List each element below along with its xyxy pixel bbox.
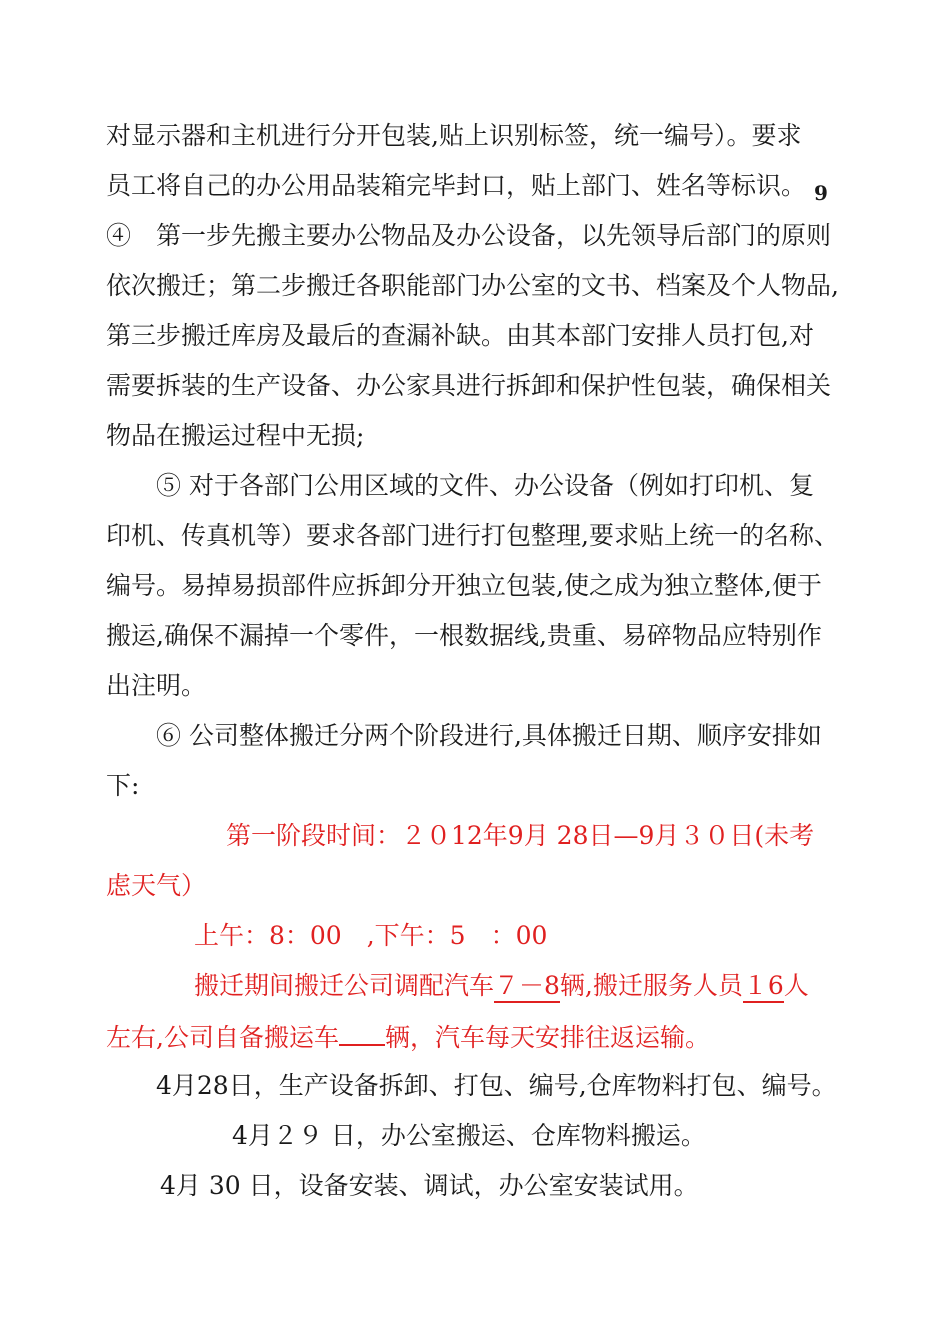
text-line-8: ⑤ 对于各部门公用区域的文件、办公设备（例如打印机、复: [156, 471, 814, 500]
text-line-2: [106, 168, 886, 208]
own-vehicle-blank: [339, 1018, 385, 1046]
own-vehicle-line: [106, 1018, 826, 1058]
vehicle-text-b: 辆,搬迁服务人员: [559, 971, 743, 1000]
vehicle-staff-line: [194, 968, 854, 1008]
text-line-6: 需要拆装的生产设备、办公家具进行拆卸和保护性包装，确保相关: [106, 371, 832, 400]
schedule-apr-30: 4月 30 日，设备安装、调试，办公室安装试用。: [160, 1171, 699, 1200]
text-line-11: 搬运,确保不漏掉一个零件，一根数据线,贵重、易碎物品应特别作: [106, 621, 822, 650]
text-line-10: 编号。易掉易损部件应拆卸分开独立包装,使之成为独立整体,便于: [106, 571, 822, 600]
working-hours: 上午：8：00 ,下午：5 ：00: [194, 921, 548, 950]
schedule-apr-29: 4月２９ 日，办公室搬运、仓库物料搬运。: [232, 1121, 706, 1150]
text-line-3: ④ 第一步先搬主要办公物品及办公设备，以先领导后部门的原则: [106, 221, 832, 250]
staff-count: １6: [743, 971, 784, 1003]
vehicle-count: ７－8: [494, 971, 560, 1003]
own-vehicle-text-b: 辆，汽车每天安排往返运输。: [384, 1023, 710, 1052]
text-line-9: 印机、传真机等）要求各部门进行打包整理,要求贴上统一的名称、: [106, 521, 839, 550]
text-line-12: 出注明。: [106, 671, 207, 700]
text-line-13: ⑥ 公司整体搬迁分两个阶段进行,具体搬迁日期、顺序安排如: [156, 721, 822, 750]
phase-one-time: 第一阶段时间：２０12年9月 28日—9月３０日(未考: [226, 821, 815, 850]
text-line-5: 第三步搬迁库房及最后的查漏补缺。由其本部门安排人员打包,对: [106, 321, 814, 350]
text-line-2-body: 员工将自己的办公用品装箱完毕封口，贴上部门、姓名等标识。: [106, 171, 807, 200]
schedule-apr-28: 4月28日，生产设备拆卸、打包、编号,仓库物料打包、编号。: [156, 1071, 837, 1100]
vehicle-text-c: 人: [783, 971, 809, 1000]
phase-one-weather: 虑天气）: [106, 871, 207, 900]
text-line-4: 依次搬迁；第二步搬迁各职能部门办公室的文书、档案及个人物品,: [106, 271, 839, 300]
text-line-7: 物品在搬运过程中无损;: [106, 421, 365, 450]
own-vehicle-text-a: 左右,公司自备搬运车: [106, 1023, 339, 1052]
text-line-1: 对显示器和主机进行分开包装,贴上识别标签，统一编号）。要求: [106, 121, 802, 150]
paragraph-mark: 9: [814, 181, 828, 205]
text-line-14: 下:: [106, 771, 140, 800]
vehicle-text-a: 搬迁期间搬迁公司调配汽车: [194, 971, 495, 1000]
